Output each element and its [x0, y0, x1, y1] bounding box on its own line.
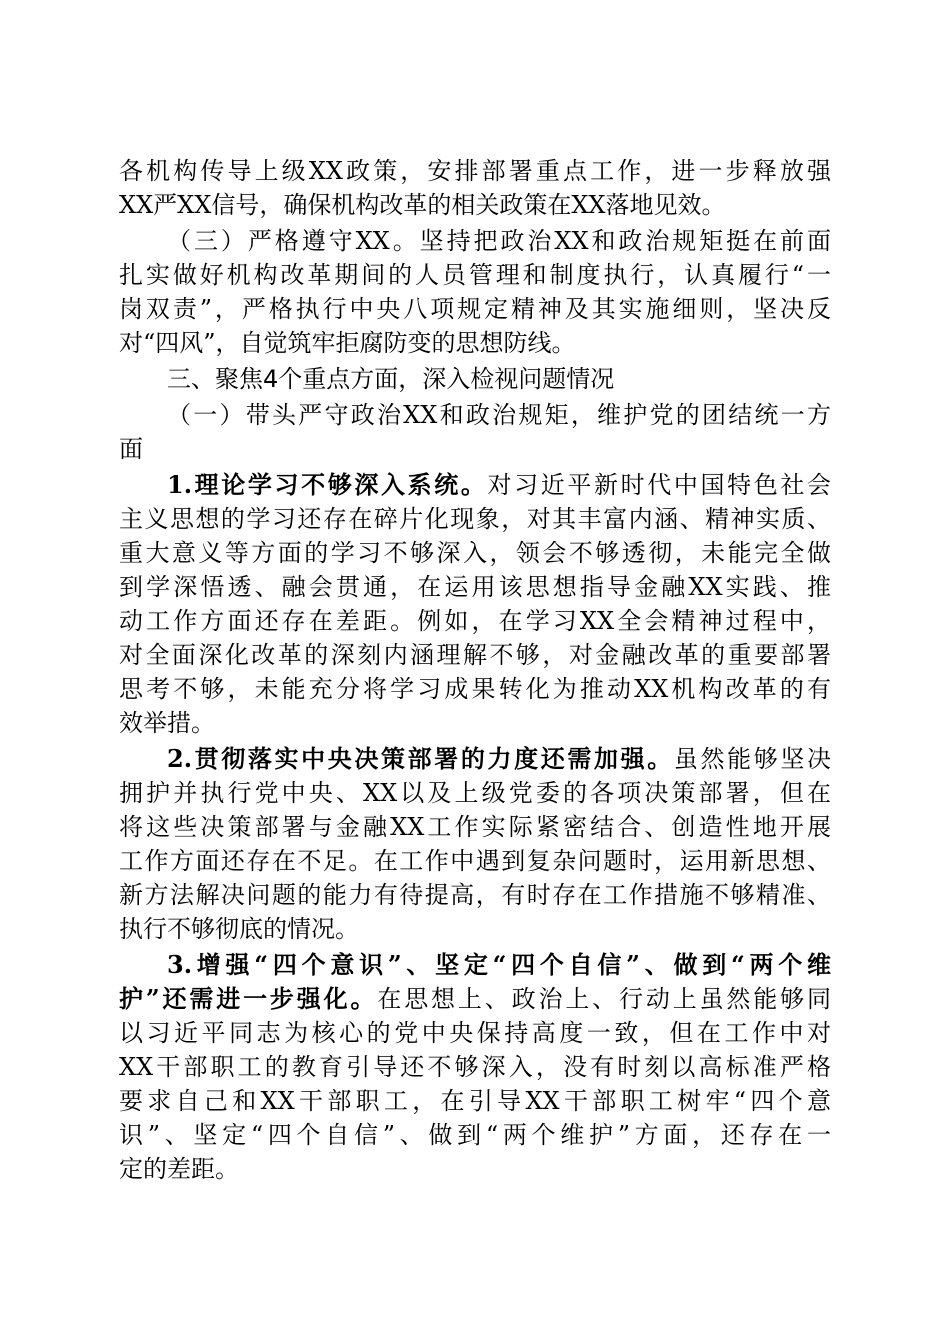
subsection-heading: 面	[119, 435, 143, 463]
paragraph-line	[167, 948, 831, 982]
paragraph-line	[167, 468, 831, 502]
paragraph-line: （三）严格遵守XX。坚持把政治XX和政治规矩挺在前面	[167, 227, 831, 255]
paragraph-line: 执行不够彻底的情况。	[119, 915, 359, 943]
paragraph-line: 主义思想的学习还存在碎片化现象，对其丰富内涵、精神实质、	[119, 505, 831, 533]
paragraph-line	[167, 742, 831, 776]
paragraph-line: 工作方面还存在不足。在工作中遇到复杂问题时，运用新思想、	[119, 847, 831, 875]
item-title: 3.增强“四个意识”、坚定“四个自信”、做到“两个维	[167, 950, 831, 979]
paragraph-line: 思考不够，未能充分将学习成果转化为推动XX机构改革的有	[119, 675, 831, 703]
paragraph-line	[119, 982, 831, 1016]
item-title: 2.贯彻落实中央决策部署的力度还需加强。	[167, 744, 674, 773]
paragraph-line: 新方法解决问题的能力有待提高，有时存在工作措施不够精准、	[119, 881, 831, 909]
paragraph-line: 到学深悟透、融会贯通，在运用该思想指导金融XX实践、推	[119, 573, 831, 601]
paragraph-line: 以习近平同志为核心的党中央保持高度一致，但在工作中对	[119, 1019, 831, 1047]
paragraph-line: 各机构传导上级XX政策，安排部署重点工作，进一步释放强	[119, 157, 831, 185]
subsection-heading: （一）带头严守政治XX和政治规矩，维护党的团结统一方	[167, 401, 831, 429]
paragraph-line: 识”、坚定“四个自信”、做到“两个维护”方面，还存在一	[119, 1121, 831, 1149]
paragraph-line: XX干部职工的教育引导还不够深入，没有时刻以高标准严格	[119, 1053, 831, 1081]
paragraph-line: 要求自己和XX干部职工，在引导XX干部职工树牢“四个意	[119, 1087, 831, 1115]
item-title: 护”还需进一步强化。	[119, 984, 378, 1013]
section-heading: 三、聚焦4个重点方面，深入检视问题情况	[167, 365, 615, 393]
paragraph-line: 动工作方面还存在差距。例如，在学习XX全会精神过程中，	[119, 607, 831, 635]
paragraph-line: 将这些决策部署与金融XX工作实际紧密结合、创造性地开展	[119, 813, 831, 841]
item-title: 1.理论学习不够深入系统。	[167, 470, 488, 499]
item-text: 虽然能够坚决	[673, 745, 832, 773]
paragraph-line: 对全面深化改革的深刻内涵理解不够，对金融改革的重要部署	[119, 641, 831, 669]
paragraph-line: 岗双责”，严格执行中央八项规定精神及其实施细则，坚决反	[119, 295, 831, 323]
paragraph-line: 扎实做好机构改革期间的人员管理和制度执行，认真履行“一	[119, 261, 831, 289]
item-text: 对习近平新时代中国特色社会	[487, 471, 831, 499]
paragraph-line: 效举措。	[119, 709, 215, 737]
paragraph-line: 拥护并执行党中央、XX以及上级党委的各项决策部署，但在	[119, 779, 831, 807]
paragraph-line: 定的差距。	[119, 1155, 239, 1183]
item-text: 在思想上、政治上、行动上虽然能够同	[377, 985, 831, 1013]
paragraph-line: XX严XX信号，确保机构改革的相关政策在XX落地见效。	[119, 191, 726, 219]
paragraph-line: 对“四风”，自觉筑牢拒腐防变的思想防线。	[119, 329, 576, 357]
paragraph-line: 重大意义等方面的学习不够深入，领会不够透彻，未能完全做	[119, 539, 831, 567]
